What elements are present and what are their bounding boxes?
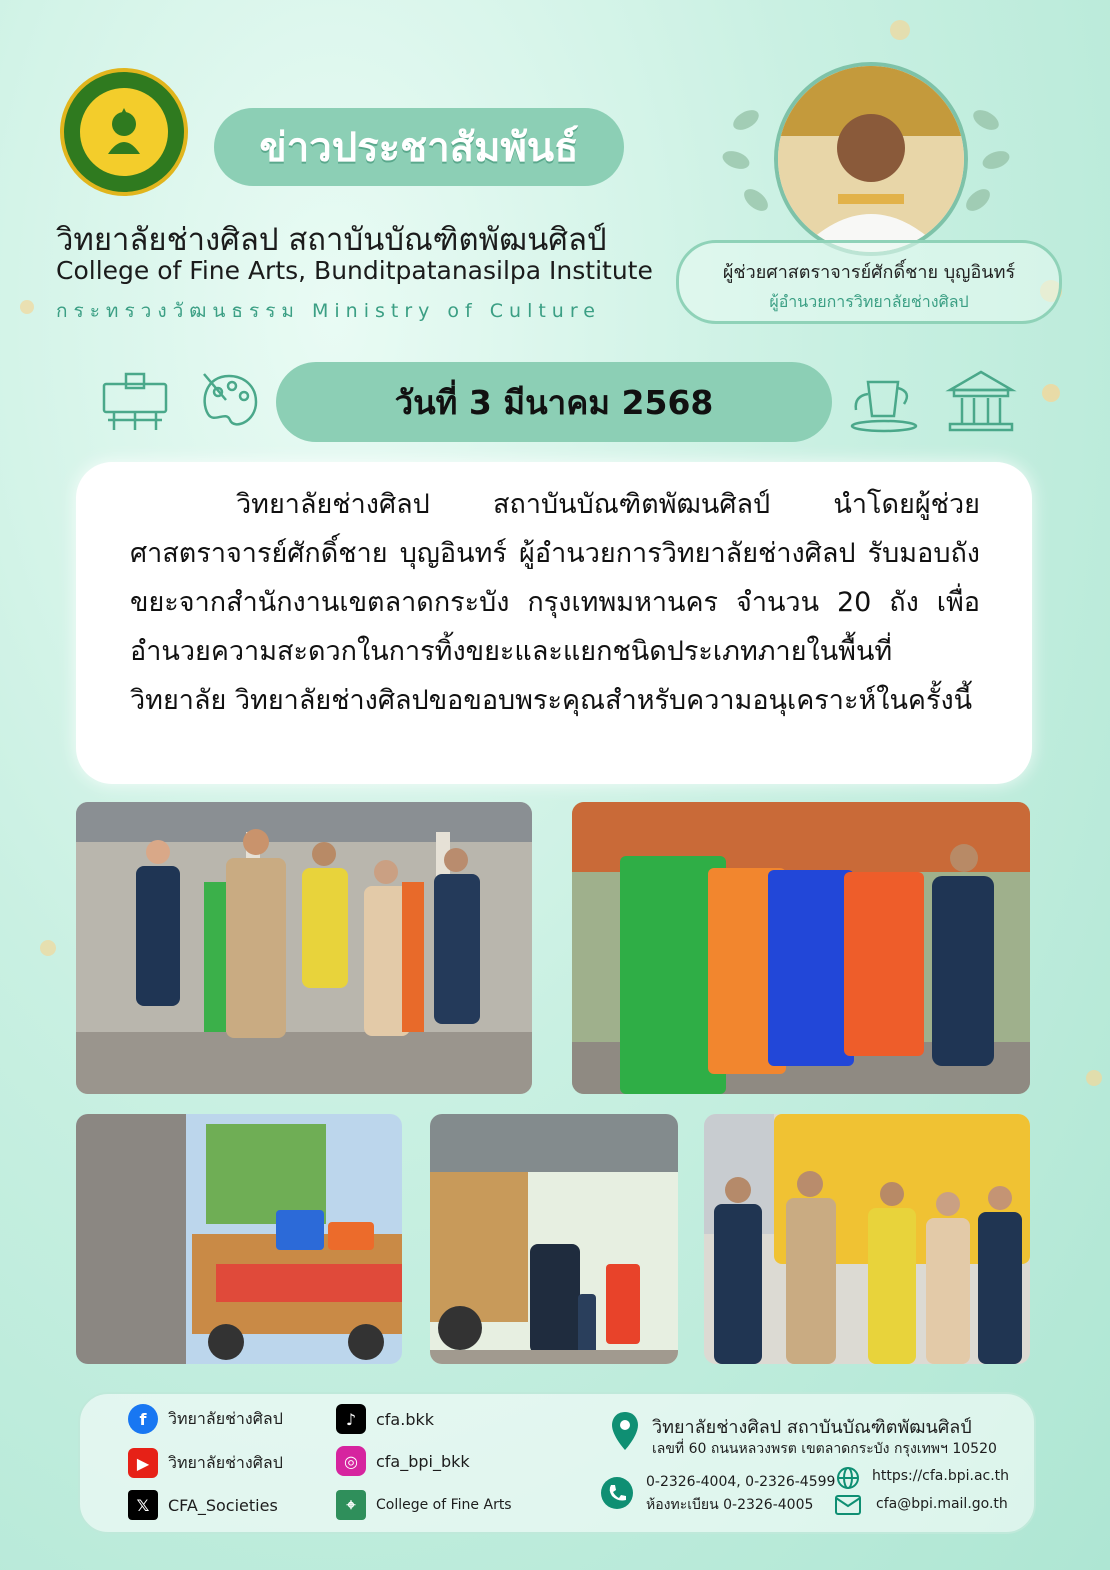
director-caption — [676, 240, 1062, 324]
youtube-link[interactable] — [128, 1448, 283, 1478]
address-name: วิทยาลัยช่างศิลป สถาบันบัณฑิตพัฒนศิลป์ — [652, 1417, 972, 1438]
announcement-date: วันที่ 3 มีนาคม 2568 — [276, 362, 832, 442]
palette-icon — [196, 370, 262, 434]
email-link[interactable]: cfa@bpi.mail.go.th — [876, 1496, 1008, 1512]
youtube-icon: ▶ — [128, 1448, 158, 1478]
ganesha-emblem-icon — [94, 102, 154, 162]
facebook-link[interactable] — [128, 1404, 283, 1434]
instagram-label: cfa_bpi_bkk — [376, 1451, 470, 1471]
location-icon — [610, 1410, 640, 1456]
instagram-link[interactable] — [336, 1446, 470, 1476]
phone-numbers[interactable]: 0-2326-4004, 0-2326-4599 — [646, 1474, 836, 1490]
map-icon: ⌖ — [336, 1490, 366, 1520]
email-icon — [834, 1494, 862, 1520]
tiktok-label: cfa.bkk — [376, 1409, 435, 1429]
phone-icon — [600, 1476, 634, 1514]
photo-stacked-bins — [572, 802, 1030, 1094]
instagram-icon: ◎ — [336, 1446, 366, 1476]
photo-group-receiving-bins — [76, 802, 532, 1094]
x-link[interactable] — [128, 1490, 278, 1520]
map-label: College of Fine Arts — [376, 1497, 512, 1513]
photo-truck-loading — [76, 1114, 402, 1364]
ministry-line: กระทรวงวัฒนธรรม Ministry of Culture — [56, 300, 601, 322]
photo-group-with-truck — [704, 1114, 1030, 1364]
tiktok-icon: ♪ — [336, 1404, 366, 1434]
facebook-icon: f — [128, 1404, 158, 1434]
map-link[interactable] — [336, 1490, 512, 1520]
youtube-label: วิทยาลัยช่างศิลป — [168, 1452, 283, 1472]
facebook-label: วิทยาลัยช่างศิลป — [168, 1408, 283, 1428]
college-name-en: College of Fine Arts, Bunditpatanasilpa Institute — [56, 256, 653, 285]
director-title: ผู้อำนวยการวิทยาลัยช่างศิลป — [769, 292, 969, 311]
director-name: ผู้ช่วยศาสตราจารย์ศักดิ์ชาย บุญอินทร์ — [722, 262, 1016, 283]
photo-truck-side — [430, 1114, 678, 1364]
press-release-badge: ข่าวประชาสัมพันธ์ — [214, 108, 624, 186]
college-name-th: วิทยาลัยช่างศิลป สถาบันบัณฑิตพัฒนศิลป์ — [56, 222, 607, 258]
address-line: เลขที่ 60 ถนนหลวงพรต เขตลาดกระบัง กรุงเทพฯ 10520 — [652, 1441, 997, 1457]
x-icon: 𝕏 — [128, 1490, 158, 1520]
teapot-icon — [848, 370, 922, 434]
news-body-card — [76, 462, 1032, 784]
tiktok-link[interactable] — [336, 1404, 434, 1434]
registrar-phone[interactable]: ห้องทะเบียน 0-2326-4005 — [646, 1497, 814, 1513]
x-label: CFA_Societies — [168, 1495, 278, 1515]
director-portrait — [774, 62, 968, 256]
website-link[interactable]: https://cfa.bpi.ac.th — [872, 1468, 1010, 1484]
gallery-icon — [100, 370, 170, 434]
museum-icon — [944, 368, 1018, 434]
globe-icon — [836, 1466, 860, 1494]
news-body-text: วิทยาลัยช่างศิลป สถาบันบัณฑิตพัฒนศิลป์ นำโดยผู้ช่วยศาสตราจารย์ศักดิ์ชาย บุญอินทร์ ผู้อำนวยการวิทยาลัยช่างศิลป รับมอบถังขยะจากสำนักงานเขตลาดกระบัง กรุงเทพมหานคร จำนวน 20 ถัง เพื่ออำนวยความสะดวกในการทิ้งขยะและแยกชนิดประเภทภายในพื้นที่วิทยาลัย วิทยาลัยช่างศิลปขอขอบพระคุณสำหรับความอนุเคราะห์ในครั้งนี้ — [130, 489, 980, 716]
college-logo — [60, 68, 188, 196]
